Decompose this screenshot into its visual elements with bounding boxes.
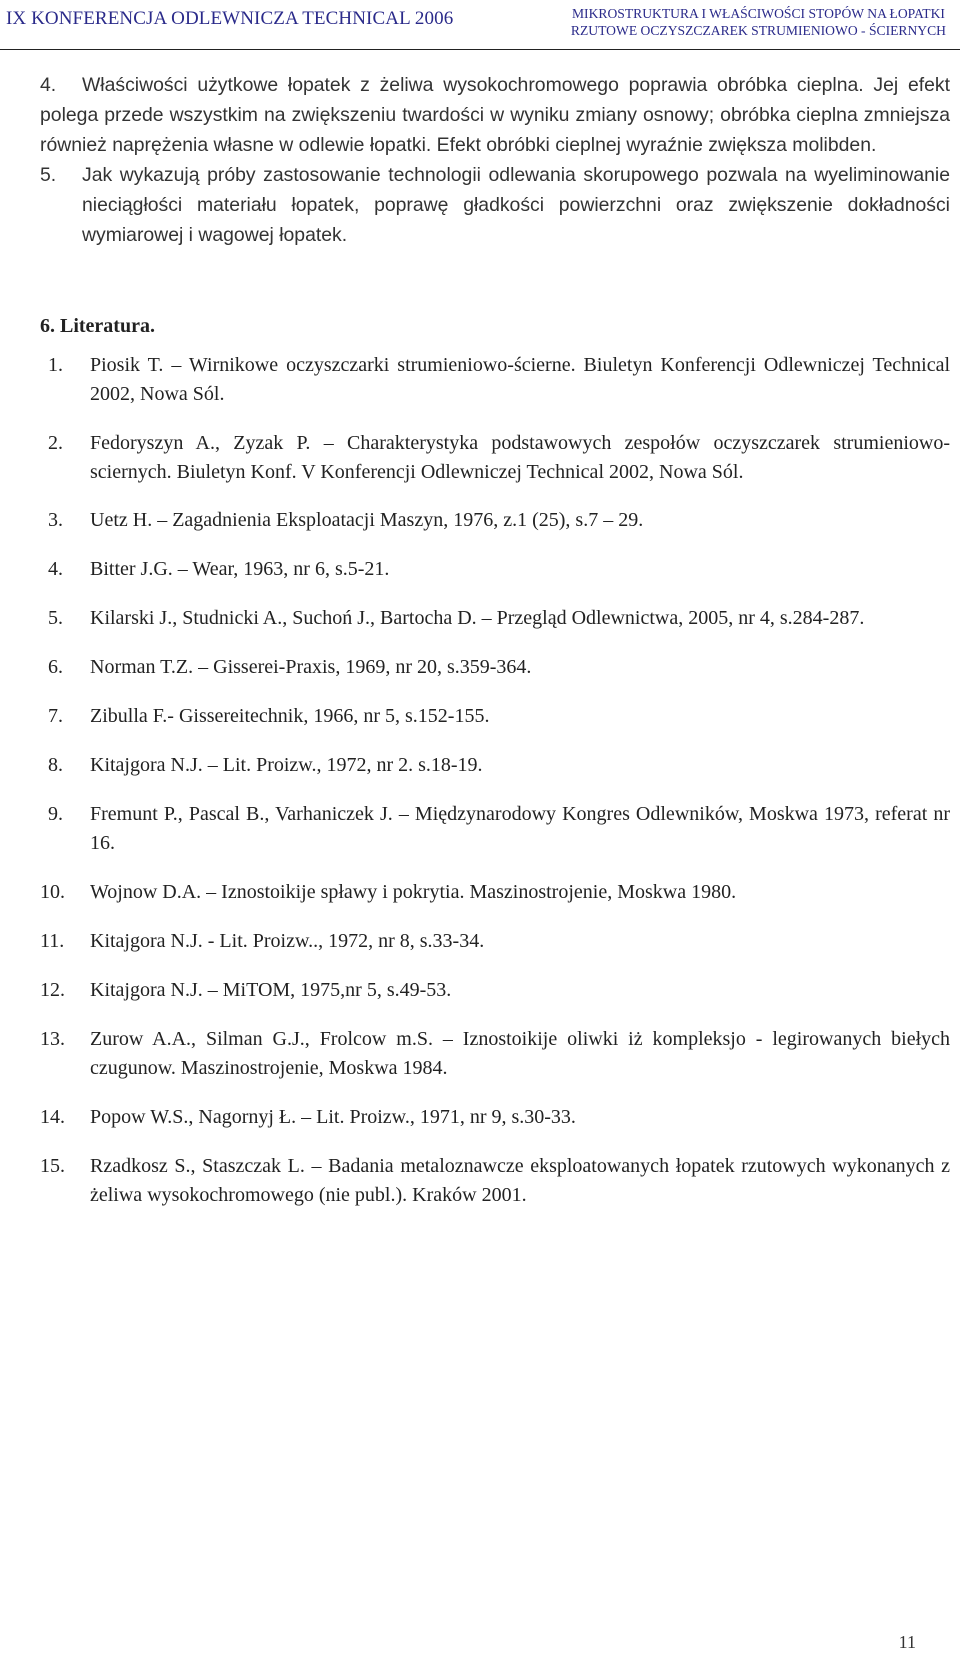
reference-text: Kitajgora N.J. – Lit. Proizw., 1972, nr 2. s.18-19. (90, 754, 483, 776)
reference-number: 15. (40, 1155, 65, 1177)
paper-running-title (571, 5, 946, 39)
reference-text: Wojnow D.A. – Iznostoikije spławy i pokrytia. Maszinostrojenie, Moskwa 1980. (90, 881, 737, 903)
reference-item (48, 555, 950, 584)
reference-item (40, 1103, 950, 1132)
reference-item (48, 604, 950, 633)
reference-number: 1. (48, 354, 63, 376)
conference-title: IX KONFERENCJA ODLEWNICZA TECHNICAL 2006 (6, 8, 454, 29)
reference-text: Zibulla F.- Gissereitechnik, 1966, nr 5, s.152-155. (90, 705, 490, 727)
reference-text: Kitajgora N.J. - Lit. Proizw.., 1972, nr 8, s.33-34. (90, 930, 485, 952)
conclusions-list (40, 70, 950, 250)
reference-item (48, 351, 950, 409)
reference-item (40, 878, 950, 907)
reference-number: 2. (48, 432, 63, 454)
conclusion-item (40, 160, 950, 250)
reference-text: Kilarski J., Studnicki A., Suchoń J., Bartocha D. – Przegląd Odlewnictwa, 2005, nr 4, s.284-287. (90, 607, 865, 629)
reference-text: Fedoryszyn A., Zyzak P. – Charakterystyka podstawowych zespołów oczyszczarek strumieniowo-sciernych. Biuletyn Konf. V Konferencji Odlewniczej Technical 2002, Nowa Sól. (90, 432, 950, 483)
reference-item (40, 1152, 950, 1210)
conclusion-text: Właściwości użytkowe łopatek z żeliwa wysokochromowego poprawia obróbka cieplna. Jej efekt polega przede wszystkim na zwiększeniu twardości w wyniku zmiany osnowy; obróbka cieplna zmniejsza również naprężenia własne w odlewie łopatki. Efekt obróbki cieplnej wyraźnie zwiększa molibden. (40, 74, 950, 156)
reference-number: 7. (48, 705, 63, 727)
reference-item (40, 976, 950, 1005)
reference-number: 4. (48, 558, 63, 580)
reference-text: Uetz H. – Zagadnienia Eksploatacji Maszyn, 1976, z.1 (25), s.7 – 29. (90, 509, 644, 531)
running-title-line-2: RZUTOWE OCZYSZCZAREK STRUMIENIOWO - ŚCIERNYCH (570, 23, 946, 38)
conclusion-item (40, 70, 950, 160)
reference-number: 5. (48, 607, 63, 629)
reference-item (40, 1025, 950, 1083)
conclusion-number: 4. (40, 74, 57, 96)
reference-text: Fremunt P., Pascal B., Varhaniczek J. – Międzynarodowy Kongres Odlewników, Moskwa 1973, referat nr 16. (90, 803, 950, 854)
reference-item (48, 506, 950, 535)
reference-text: Norman T.Z. – Gisserei-Praxis, 1969, nr 20, s.359-364. (90, 656, 532, 678)
reference-number: 14. (40, 1106, 65, 1128)
reference-text: Piosik T. – Wirnikowe oczyszczarki strumieniowo-ścierne. Biuletyn Konferencji Odlewniczej Technical 2002, Nowa Sól. (90, 354, 950, 405)
reference-text: Kitajgora N.J. – MiTOM, 1975,nr 5, s.49-53. (90, 979, 452, 1001)
reference-number: 8. (48, 754, 63, 776)
reference-item (48, 653, 950, 682)
reference-text: Rzadkosz S., Staszczak L. – Badania metaloznawcze eksploatowanych łopatek rzutowych wykonanych z żeliwa wysokochromowego (nie publ.). Kraków 2001. (90, 1155, 950, 1206)
reference-number: 9. (48, 803, 63, 825)
reference-number: 6. (48, 656, 63, 678)
section-heading: 6. Literatura. (40, 315, 155, 337)
reference-number: 12. (40, 979, 65, 1001)
page-number: 11 (898, 1632, 916, 1652)
reference-item (48, 429, 950, 487)
running-title-line-1: MIKROSTRUKTURA I WŁAŚCIWOŚCI STOPÓW NA ŁOPATKI (571, 6, 945, 21)
conclusion-number: 5. (40, 164, 57, 186)
reference-number: 13. (40, 1028, 65, 1050)
reference-number: 11. (40, 930, 65, 952)
reference-number: 10. (40, 881, 65, 903)
reference-text: Popow W.S., Nagornyj Ł. – Lit. Proizw., 1971, nr 9, s.30-33. (90, 1106, 576, 1128)
reference-text: Bitter J.G. – Wear, 1963, nr 6, s.5-21. (90, 558, 390, 580)
reference-number: 3. (48, 509, 63, 531)
reference-item (48, 800, 950, 858)
reference-item (48, 702, 950, 731)
reference-list (40, 351, 950, 1210)
conclusion-text: Jak wykazują próby zastosowanie technologii odlewania skorupowego pozwala na wyeliminowanie nieciągłości materiału łopatek, poprawę gładkości powierzchni oraz zwiększenie dokładności wymiarowej i wagowej łopatek. (82, 164, 950, 246)
reference-item (40, 927, 950, 956)
reference-item (48, 751, 950, 780)
page-header (0, 0, 960, 50)
reference-text: Zurow A.A., Silman G.J., Frolcow m.S. – Iznostoikije oliwki iż kompleksjo - legirowanych biełych czugunow. Maszinostrojenie, Moskwa 1984. (90, 1028, 950, 1079)
